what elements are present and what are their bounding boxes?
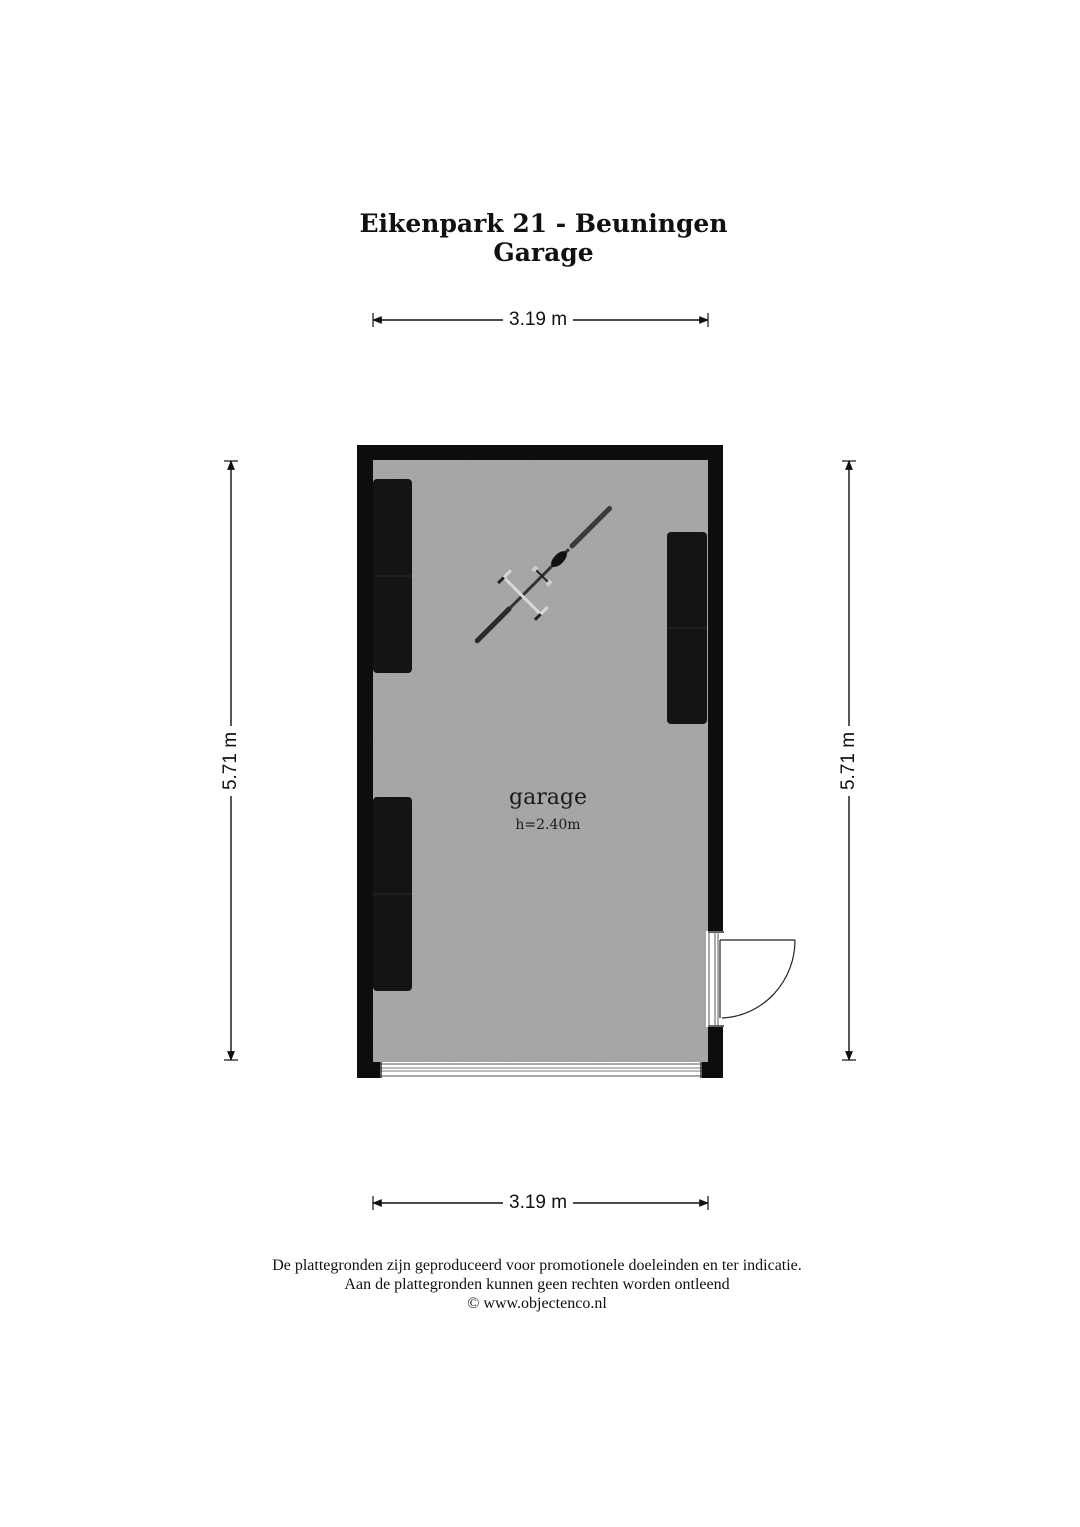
garage-door [380,1062,702,1078]
room-name: garage [509,785,587,810]
garage-floor [373,460,708,1062]
cabinet-left-bottom [373,797,412,991]
side-door [706,931,795,1027]
right-depth-label: 5.71 m [838,726,860,796]
disclaimer-line-2: Aan de plattegronden kunnen geen rechten worden ontleend [344,1276,730,1293]
disclaimer-line-1: De plattegronden zijn geproduceerd voor promotionele doeleinden en ter indicatie. [272,1257,802,1274]
top-width-label: 3.19 m [503,309,573,331]
copyright-line: © www.objectenco.nl [467,1295,607,1312]
left-depth-label: 5.71 m [220,726,242,796]
plan-subtitle: Garage [493,238,594,267]
cabinet-left-top [373,479,412,673]
plan-title: Eikenpark 21 - Beuningen [359,209,728,238]
bottom-width-label: 3.19 m [503,1192,573,1214]
cabinet-right [667,532,707,724]
room-height: h=2.40m [515,817,581,833]
